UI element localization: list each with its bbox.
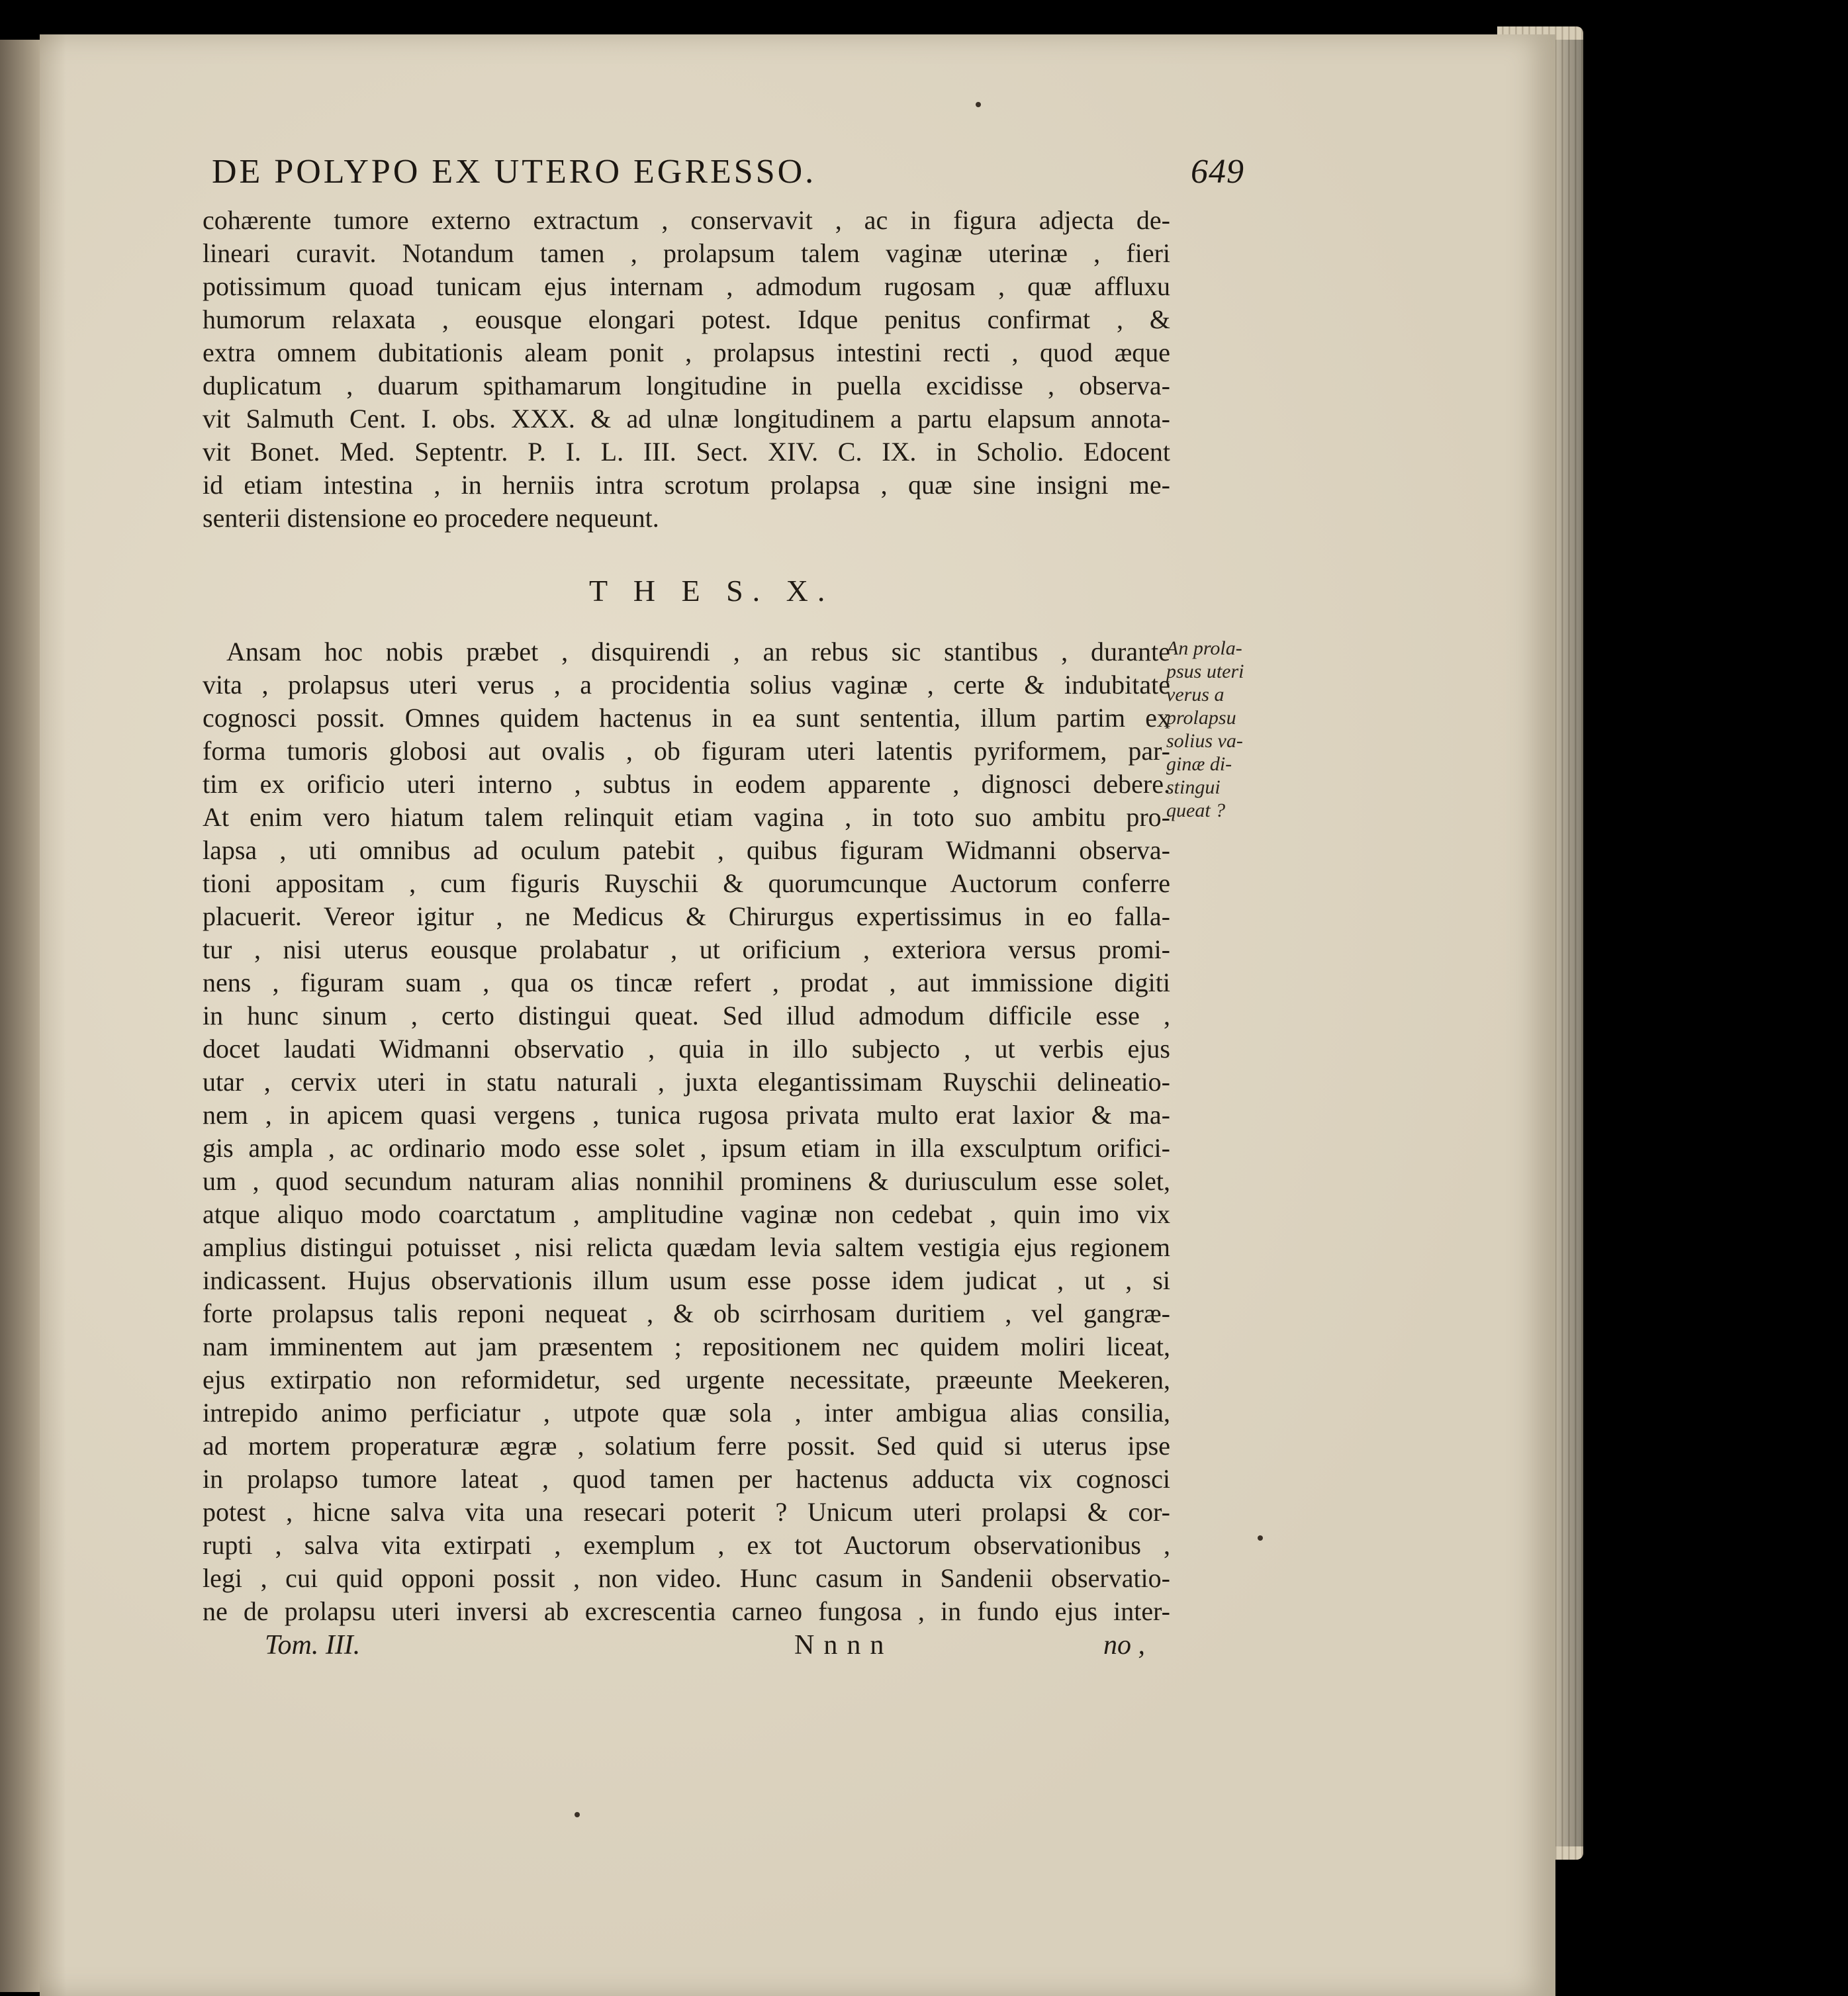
text-line: potissimum quoad tunicam ejus internam , admodum rugosam , quæ affluxu [203,271,1170,301]
text-line: potest , hicne salva vita una resecari poterit ? Unicum uteri prolapsi & cor- [203,1497,1170,1527]
volume-label: Tom. III. [265,1630,361,1660]
text-line: cognosci possit. Omnes quidem hactenus in ea sunt sententia, illum partim ex [203,703,1170,733]
text-line: in prolapso tumore lateat , quod tamen per hactenus adducta vix cognosci [203,1464,1170,1494]
catchword: no , [1103,1630,1145,1660]
text-line: ne de prolapsu uteri inversi ab excrescentia carneo fungosa , in fundo ejus inter- [203,1596,1170,1626]
text-line: lineari curavit. Notandum tamen , prolapsum talem vaginæ uterinæ , fieri [203,238,1170,268]
text-line: At enim vero hiatum talem relinquit etiam vagina , in toto suo ambitu pro- [203,802,1170,832]
text-line: atque aliquo modo coarctatum , amplitudine vaginæ non cedebat , quin imo vix [203,1199,1170,1229]
text-line: id etiam intestina , in herniis intra scrotum prolapsa , quæ sine insigni me- [203,470,1170,500]
text-line: tim ex orificio uteri interno , subtus in eodem apparente , dignosci debere. [203,769,1170,799]
paper-speck [976,102,981,107]
text-line: Ansam hoc nobis præbet , disquirendi , an rebus sic stantibus , durante [226,637,1170,666]
text-line: nem , in apicem quasi vergens , tunica rugosa privata multo erat laxior & ma- [203,1100,1170,1130]
paper-speck [575,1812,580,1817]
text-line: ad mortem properaturæ ægræ , solatium ferre possit. Sed quid si uterus ipse [203,1431,1170,1461]
marginal-note-line: prolapsu [1166,707,1236,729]
text-line: vit Salmuth Cent. I. obs. XXX. & ad ulnæ longitudinem a partu elapsum annota- [203,404,1170,433]
page-header [212,152,1244,205]
text-line: rupti , salva vita extirpati , exemplum , ex tot Auctorum observationibus , [203,1530,1170,1560]
text-line: in hunc sinum , certo distingui queat. Sed illud admodum difficile esse , [203,1001,1170,1030]
marginal-note [1166,637,1285,822]
marginal-note-line: stingui [1166,776,1221,798]
marginal-note-line: ginæ di- [1166,753,1232,775]
text-line: nam imminentem aut jam præsentem ; repositionem nec quidem moliri liceat, [203,1332,1170,1361]
text-line: utar , cervix uteri in statu naturali , juxta elegantissimam Ruyschii delineatio- [203,1067,1170,1097]
marginal-note-line: solius va- [1166,730,1243,752]
text-line: placuerit. Vereor igitur , ne Medicus & Chirurgus expertissimus in eo falla- [203,901,1170,931]
text-line: forte prolapsus talis reponi nequeat , & ob scirrhosam duritiem , vel gangræ- [203,1298,1170,1328]
text-line: gis ampla , ac ordinario modo esse solet , ipsum etiam in illa exsculptum orifici- [203,1133,1170,1163]
text-line: cohærente tumore externo extractum , conservavit , ac in figura adjecta de- [203,205,1170,235]
text-line: amplius distingui potuisset , nisi relicta quædam levia saltem vestigia ejus regionem [203,1232,1170,1262]
marginal-note-line: An prola- [1166,637,1242,659]
text-line: legi , cui quid opponi possit , non video. Hunc casum in Sandenii observatio- [203,1563,1170,1593]
marginal-note-line: queat ? [1166,799,1226,821]
text-line: indicassent. Hujus observationis illum usum esse posse idem judicat , ut , si [203,1265,1170,1295]
text-line: nens , figuram suam , qua os tincæ refert , prodat , aut immissione digiti [203,968,1170,997]
section-heading: T H E S. X. [589,574,835,608]
marginal-note-line: psus uteri [1166,660,1244,682]
text-line: ejus extirpatio non reformidetur, sed urgente necessitate, præeunte Meekeren, [203,1365,1170,1394]
marginal-note-line: verus a [1166,684,1224,705]
running-title: DE POLYPO EX UTERO EGRESSO. [212,153,817,191]
text-line: forma tumoris globosi aut ovalis , ob figuram uteri latentis pyriformem, par- [203,736,1170,766]
text-line: vit Bonet. Med. Septentr. P. I. L. III. Sect. XIV. C. IX. in Scholio. Edocent [203,437,1170,467]
text-line: tur , nisi uterus eousque prolabatur , ut orificium , exteriora versus promi- [203,934,1170,964]
text-line: duplicatum , duarum spithamarum longitudine in puella excidisse , observa- [203,371,1170,400]
text-line: tioni appositam , cum figuris Ruyschii & quorumcunque Auctorum conferre [203,868,1170,898]
text-line: lapsa , uti omnibus ad oculum patebit , quibus figuram Widmanni observa- [203,835,1170,865]
text-line: extra omnem dubitationis aleam ponit , prolapsus intestini recti , quod æque [203,338,1170,367]
text-line: vita , prolapsus uteri verus , a procidentia solius vaginæ , certe & indubitate [203,670,1170,700]
text-line: um , quod secundum naturam alias nonnihil prominens & duriusculum esse solet, [203,1166,1170,1196]
paragraph-2 [203,635,1170,1628]
text-line: docet laudati Widmanni observatio , quia in illo subjecto , ut verbis ejus [203,1034,1170,1064]
page-footer [265,1629,1145,1666]
text-line: humorum relaxata , eousque elongari potest. Idque penitus confirmat , & [203,304,1170,334]
signature-mark: Nnnn [794,1630,894,1660]
paper-speck [1258,1535,1263,1541]
text-line: intrepido animo perficiatur , utpote quæ sola , inter ambigua alias consilia, [203,1398,1170,1428]
paragraph-1 [203,204,1170,535]
text-line: senterii distensione eo procedere nequeunt. [203,503,659,533]
page-number: 649 [1191,153,1244,191]
